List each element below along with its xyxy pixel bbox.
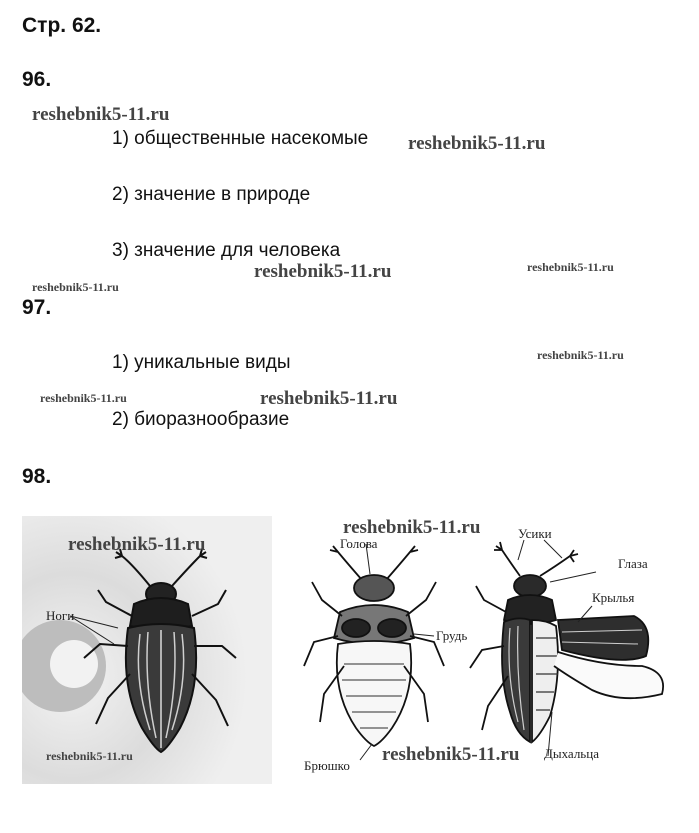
beetle-open-wings (470, 542, 663, 742)
beetle-ventral (304, 546, 444, 746)
watermark: reshebnik5-11.ru (32, 280, 119, 294)
antennae-pointer (518, 540, 562, 560)
abdomen-pointer (360, 744, 372, 760)
watermark: reshebnik5-11.ru (40, 391, 127, 405)
task-97-number: 97. (22, 296, 52, 319)
watermark: reshebnik5-11.ru (408, 133, 546, 154)
watermark: reshebnik5-11.ru (537, 348, 624, 362)
page-title: Стр. 62. (22, 14, 102, 37)
beetle-figure (22, 516, 682, 784)
watermark: reshebnik5-11.ru (382, 744, 520, 765)
label-chest: Грудь (436, 628, 468, 643)
label-head: Голова (340, 536, 378, 551)
task-96-answer-2: 2) значение в природе (112, 184, 311, 205)
eyes-pointer (550, 572, 596, 582)
label-legs: Ноги (46, 608, 75, 623)
label-abdomen: Брюшко (304, 758, 350, 773)
task-96-answer-1: 1) общественные насекомые (112, 128, 369, 149)
task-96-answer-3: 3) значение для человека (112, 240, 341, 261)
task-96-number: 96. (22, 68, 52, 91)
task-97-answer-1: 1) уникальные виды (112, 352, 291, 373)
watermark: reshebnik5-11.ru (46, 749, 133, 763)
task-97-answer-2: 2) биоразнообразие (112, 409, 290, 430)
label-wings: Крылья (592, 590, 635, 605)
label-spiracles: Дыхальца (544, 746, 599, 761)
label-eyes: Глаза (618, 556, 648, 571)
chest-pointer (414, 634, 434, 636)
watermark: reshebnik5-11.ru (68, 534, 206, 555)
background-disc-inner (50, 640, 98, 688)
watermark: reshebnik5-11.ru (254, 261, 392, 282)
watermark: reshebnik5-11.ru (260, 388, 398, 409)
watermark: reshebnik5-11.ru (343, 517, 481, 538)
watermark: reshebnik5-11.ru (527, 260, 614, 274)
task-98-number: 98. (22, 465, 52, 488)
beetle-illustration (22, 516, 682, 784)
watermark: reshebnik5-11.ru (32, 104, 170, 125)
label-antennae: Усики (518, 526, 552, 541)
